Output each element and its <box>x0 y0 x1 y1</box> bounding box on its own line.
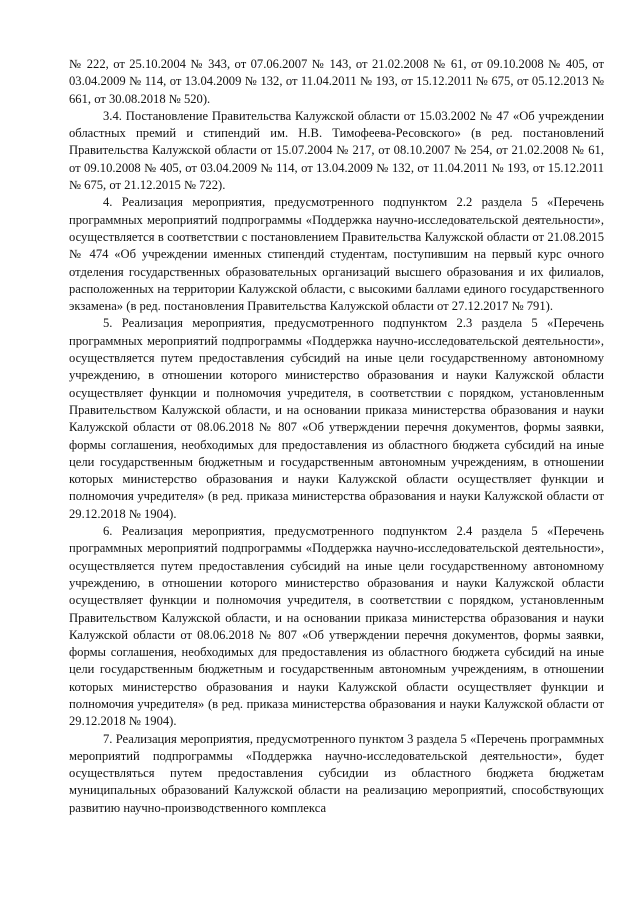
paragraph-5: 5. Реализация мероприятия, предусмотренного подпунктом 2.3 раздела 5 «Перечень программных мероприятий подпрограммы «Поддержка научно-исследовательской деятельности», осуществляется путем предоставления субсидий на иные цели государственному автономному учреждению, в отношении которого министерство образования и науки Калужской области осуществляет функции и полномочия учредителя, в соответствии с порядком, установленным Правительством Калужской области, и на основании приказа министерства образования и науки Калужской области от 08.06.2018 № 807 «Об утверждении перечня документов, формы заявки, формы соглашения, необходимых для предоставления из областного бюджета субсидий на иные цели государственным бюджетным и государственным автономным учреждениям, в отношении которых министерство образования и науки Калужской области осуществляет функции и полномочия учредителя» (в ред. приказа министерства образования и науки Калужской области от 29.12.2018 № 1904). <box>69 316 604 521</box>
paragraph-continuation: № 222, от 25.10.2004 № 343, от 07.06.2007 № 143, от 21.02.2008 № 61, от 09.10.2008 № 405, от 03.04.2009 № 114, от 13.04.2009 № 132, от 11.04.2011 № 193, от 15.12.2011 № 675, от 05.12.2013 № 661, от 30.08.2018 № 520). <box>69 57 604 106</box>
document-body <box>69 56 604 817</box>
paragraph-7: 7. Реализация мероприятия, предусмотренного пунктом 3 раздела 5 «Перечень программных мероприятий подпрограммы «Поддержка научно-исследовательской деятельности», будет осуществляться путем предоставления субсидии из областного бюджета бюджетам муниципальных образований Калужской области на реализацию мероприятий, способствующих развитию научно-производственного комплекса <box>69 731 604 815</box>
paragraph-4: 4. Реализация мероприятия, предусмотренного подпунктом 2.2 раздела 5 «Перечень программных мероприятий подпрограммы «Поддержка научно-исследовательской деятельности», осуществляется в соответствии с постановлением Правительства Калужской области от 21.08.2015 № 474 «Об учреждении именных стипендий студентам, поступившим на первый курс очного отделения государственных образовательных организаций высшего образования и их филиалов, расположенных на территории Калужской области, с высокими баллами единого государственного экзамена» (в ред. постановления Правительства Калужской области от 27.12.2017 № 791). <box>69 195 604 314</box>
paragraph-6: 6. Реализация мероприятия, предусмотренного подпунктом 2.4 раздела 5 «Перечень программных мероприятий подпрограммы «Поддержка научно-исследовательской деятельности», осуществляется путем предоставления субсидий на иные цели государственному автономному учреждению, в отношении которого министерство образования и науки Калужской области осуществляет функции и полномочия учредителя, в соответствии с порядком, установленным Правительством Калужской области, и на основании приказа министерства образования и науки Калужской области от 08.06.2018 № 807 «Об утверждении перечня документов, формы заявки, формы соглашения, необходимых для предоставления из областного бюджета субсидий на иные цели государственным бюджетным и государственным автономным учреждениям, в отношении которых министерство образования и науки Калужской области осуществляет функции и полномочия учредителя» (в ред. приказа министерства образования и науки Калужской области от 29.12.2018 № 1904). <box>69 524 604 729</box>
paragraph-3-4: 3.4. Постановление Правительства Калужской области от 15.03.2002 № 47 «Об учреждении областных премий и стипендий им. Н.В. Тимофеева-Ресовского» (в ред. постановлений Правительства Калужской области от 15.07.2004 № 217, от 08.10.2007 № 254, от 21.02.2008 № 61, от 09.10.2008 № 405, от 03.04.2009 № 114, от 13.04.2009 № 132, от 11.04.2011 № 193, от 15.12.2011 № 675, от 21.12.2015 № 722). <box>69 108 604 193</box>
